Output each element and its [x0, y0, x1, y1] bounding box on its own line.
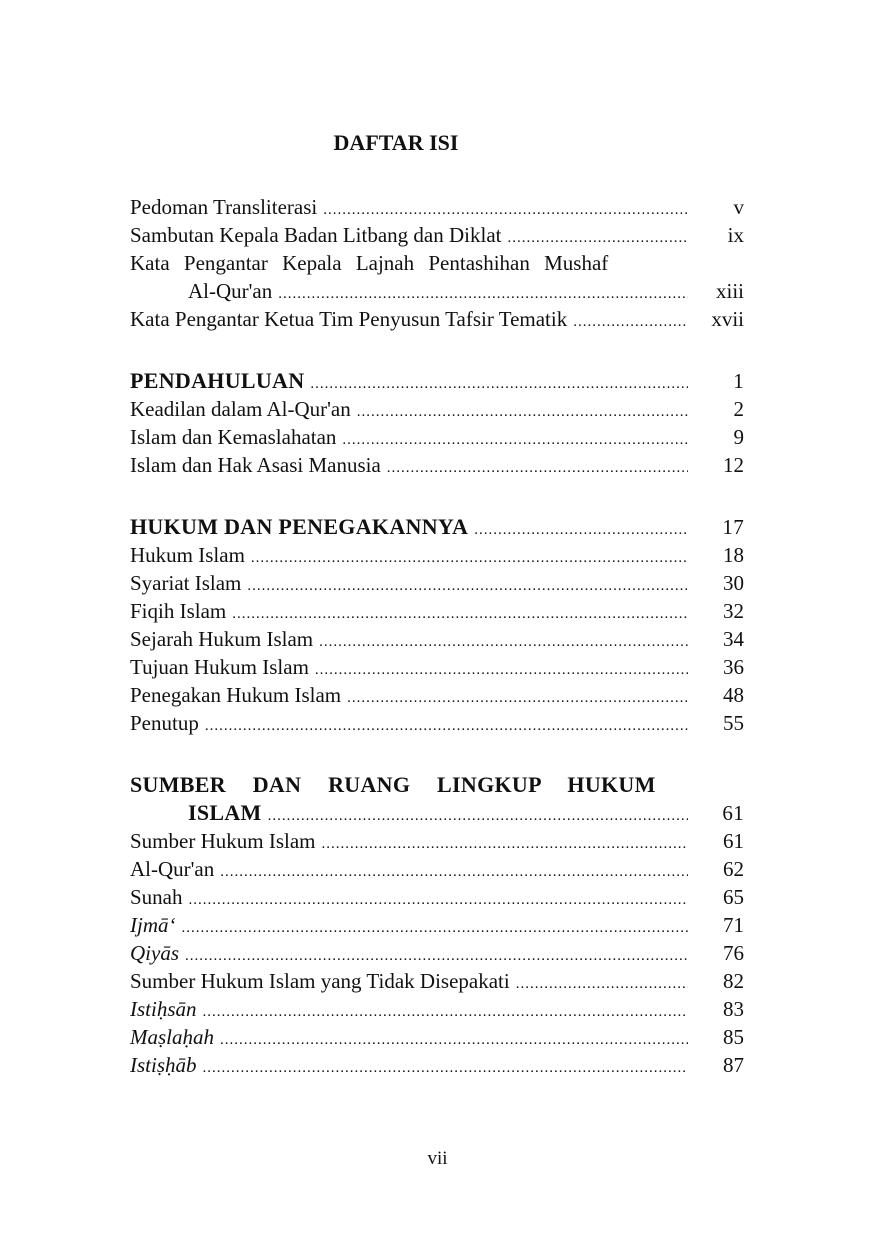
dot-leader — [387, 454, 688, 482]
toc-entry-label: Kata Pengantar Ketua Tim Penyusun Tafsir Tematik — [130, 307, 568, 331]
toc-heading-label-line1: SUMBER DAN RUANG LINGKUP HUKUM — [130, 772, 656, 797]
toc-entry-label: Pedoman Transliterasi — [130, 195, 318, 219]
toc-entry-page: 30 — [723, 571, 744, 595]
toc-entry-label: Maṣlaḥah — [130, 1025, 214, 1049]
toc-entry-page: 87 — [723, 1053, 744, 1077]
toc-entry[interactable] — [130, 939, 744, 967]
toc-entry-page: 18 — [723, 543, 744, 567]
toc-entry[interactable] — [130, 967, 744, 995]
toc-entry-page: ix — [727, 223, 744, 247]
toc-entry-label: Islam dan Hak Asasi Manusia — [130, 453, 381, 477]
toc-entry-page: 61 — [723, 829, 744, 853]
toc-entry-label: Syariat Islam — [130, 571, 242, 595]
toc-entry-page: 9 — [733, 425, 744, 449]
toc-entry[interactable] — [130, 541, 744, 569]
toc-entry-page: 32 — [723, 599, 744, 623]
toc-entry-page: 48 — [723, 683, 744, 707]
toc-entry[interactable] — [130, 423, 744, 451]
toc-entry[interactable] — [130, 709, 744, 737]
dot-leader — [268, 802, 688, 830]
toc-entry-label: Istiṣḥāb — [130, 1053, 197, 1077]
dot-leader — [247, 572, 688, 600]
toc-entry-page: 61 — [722, 801, 744, 825]
dot-leader — [474, 516, 688, 544]
toc-entry-label: Al-Qur'an — [130, 857, 215, 881]
dot-leader — [507, 224, 688, 252]
dot-leader — [232, 600, 688, 628]
dot-leader — [203, 998, 688, 1026]
toc-entry-page: 12 — [723, 453, 744, 477]
toc-entry-label: Sejarah Hukum Islam — [130, 627, 314, 651]
toc-section-heading[interactable] — [130, 799, 744, 827]
toc-section-heading[interactable] — [130, 367, 744, 395]
toc-entry-label: Sumber Hukum Islam — [130, 829, 316, 853]
dot-leader — [220, 1026, 688, 1054]
toc-entry-label: Islam dan Kemaslahatan — [130, 425, 337, 449]
toc-entry[interactable] — [130, 653, 744, 681]
toc-entry[interactable] — [130, 597, 744, 625]
dot-leader — [315, 656, 688, 684]
toc-entry-page: 17 — [722, 515, 744, 539]
dot-leader — [310, 370, 688, 398]
dot-leader — [321, 830, 688, 858]
dot-leader — [347, 684, 688, 712]
page-title: DAFTAR ISI — [333, 130, 459, 155]
toc-entry[interactable] — [130, 911, 744, 939]
toc-heading-label: ISLAM — [188, 800, 262, 825]
toc-entry-label: Sambutan Kepala Badan Litbang dan Diklat — [130, 223, 502, 247]
toc-entry-label: Istiḥsān — [130, 997, 197, 1021]
dot-leader — [185, 942, 688, 970]
toc-entry[interactable] — [130, 193, 744, 221]
toc-entry[interactable] — [130, 221, 744, 249]
toc-entry-page: 65 — [723, 885, 744, 909]
toc-section-heading-line1[interactable] — [130, 771, 692, 799]
toc-entry-label: Ijmā‘ — [130, 913, 176, 937]
dot-leader — [182, 914, 689, 942]
toc-entry-page: xvii — [711, 307, 744, 331]
toc-entry[interactable] — [130, 855, 744, 883]
toc-entry-label: Tujuan Hukum Islam — [130, 655, 309, 679]
toc-entry-label: Fiqih Islam — [130, 599, 227, 623]
toc-entry-page: 83 — [723, 997, 744, 1021]
toc-entry[interactable] — [130, 625, 744, 653]
toc-entry-label: Qiyās — [130, 941, 179, 965]
dot-leader — [323, 196, 688, 224]
toc-entry-label: Hukum Islam — [130, 543, 245, 567]
toc-entry-wrap-line[interactable] — [130, 249, 744, 277]
toc-entry[interactable] — [130, 1023, 744, 1051]
table-of-contents — [130, 193, 744, 1079]
toc-entry-label: Penutup — [130, 711, 199, 735]
dot-leader — [357, 398, 688, 426]
toc-entry-label: Penegakan Hukum Islam — [130, 683, 342, 707]
toc-entry-label: Keadilan dalam Al-Qur'an — [130, 397, 351, 421]
toc-heading-label: PENDAHULUAN — [130, 368, 305, 393]
toc-entry-page: 2 — [733, 397, 744, 421]
toc-entry[interactable] — [130, 681, 744, 709]
toc-entry[interactable] — [130, 995, 744, 1023]
page-number: vii — [427, 1148, 448, 1169]
dot-leader — [319, 628, 688, 656]
toc-entry-label: Sunah — [130, 885, 183, 909]
dot-leader — [189, 886, 689, 914]
toc-entry[interactable] — [130, 1051, 744, 1079]
toc-entry-page: v — [733, 195, 744, 219]
toc-entry-page: 76 — [723, 941, 744, 965]
toc-entry-page: 55 — [723, 711, 744, 735]
dot-leader — [220, 858, 688, 886]
toc-entry-page: 1 — [733, 369, 744, 393]
toc-entry-page: xiii — [715, 279, 744, 303]
dot-leader — [251, 544, 688, 572]
toc-entry[interactable] — [130, 277, 744, 305]
dot-leader — [573, 308, 688, 336]
toc-entry[interactable] — [130, 305, 744, 333]
dot-leader — [203, 1054, 688, 1082]
toc-entry-page: 34 — [723, 627, 744, 651]
dot-leader — [278, 280, 688, 308]
toc-entry[interactable] — [130, 395, 744, 423]
toc-section-heading[interactable] — [130, 513, 744, 541]
toc-entry[interactable] — [130, 451, 744, 479]
toc-entry-page: 71 — [723, 913, 744, 937]
toc-heading-label: HUKUM DAN PENEGAKANNYA — [130, 514, 469, 539]
toc-entry[interactable] — [130, 827, 744, 855]
toc-entry-label-line1: Kata Pengantar Kepala Lajnah Pentashihan Mushaf — [130, 251, 609, 275]
dot-leader — [342, 426, 688, 454]
toc-entry[interactable] — [130, 569, 744, 597]
toc-entry-page: 85 — [723, 1025, 744, 1049]
toc-entry-page: 36 — [723, 655, 744, 679]
toc-entry-page: 82 — [723, 969, 744, 993]
toc-entry-page: 62 — [723, 857, 744, 881]
toc-entry-label: Al-Qur'an — [188, 279, 273, 303]
dot-leader — [205, 712, 688, 740]
toc-entry[interactable] — [130, 883, 744, 911]
dot-leader — [516, 970, 688, 998]
toc-entry-label: Sumber Hukum Islam yang Tidak Disepakati — [130, 969, 510, 993]
page-footer — [0, 1148, 875, 1170]
